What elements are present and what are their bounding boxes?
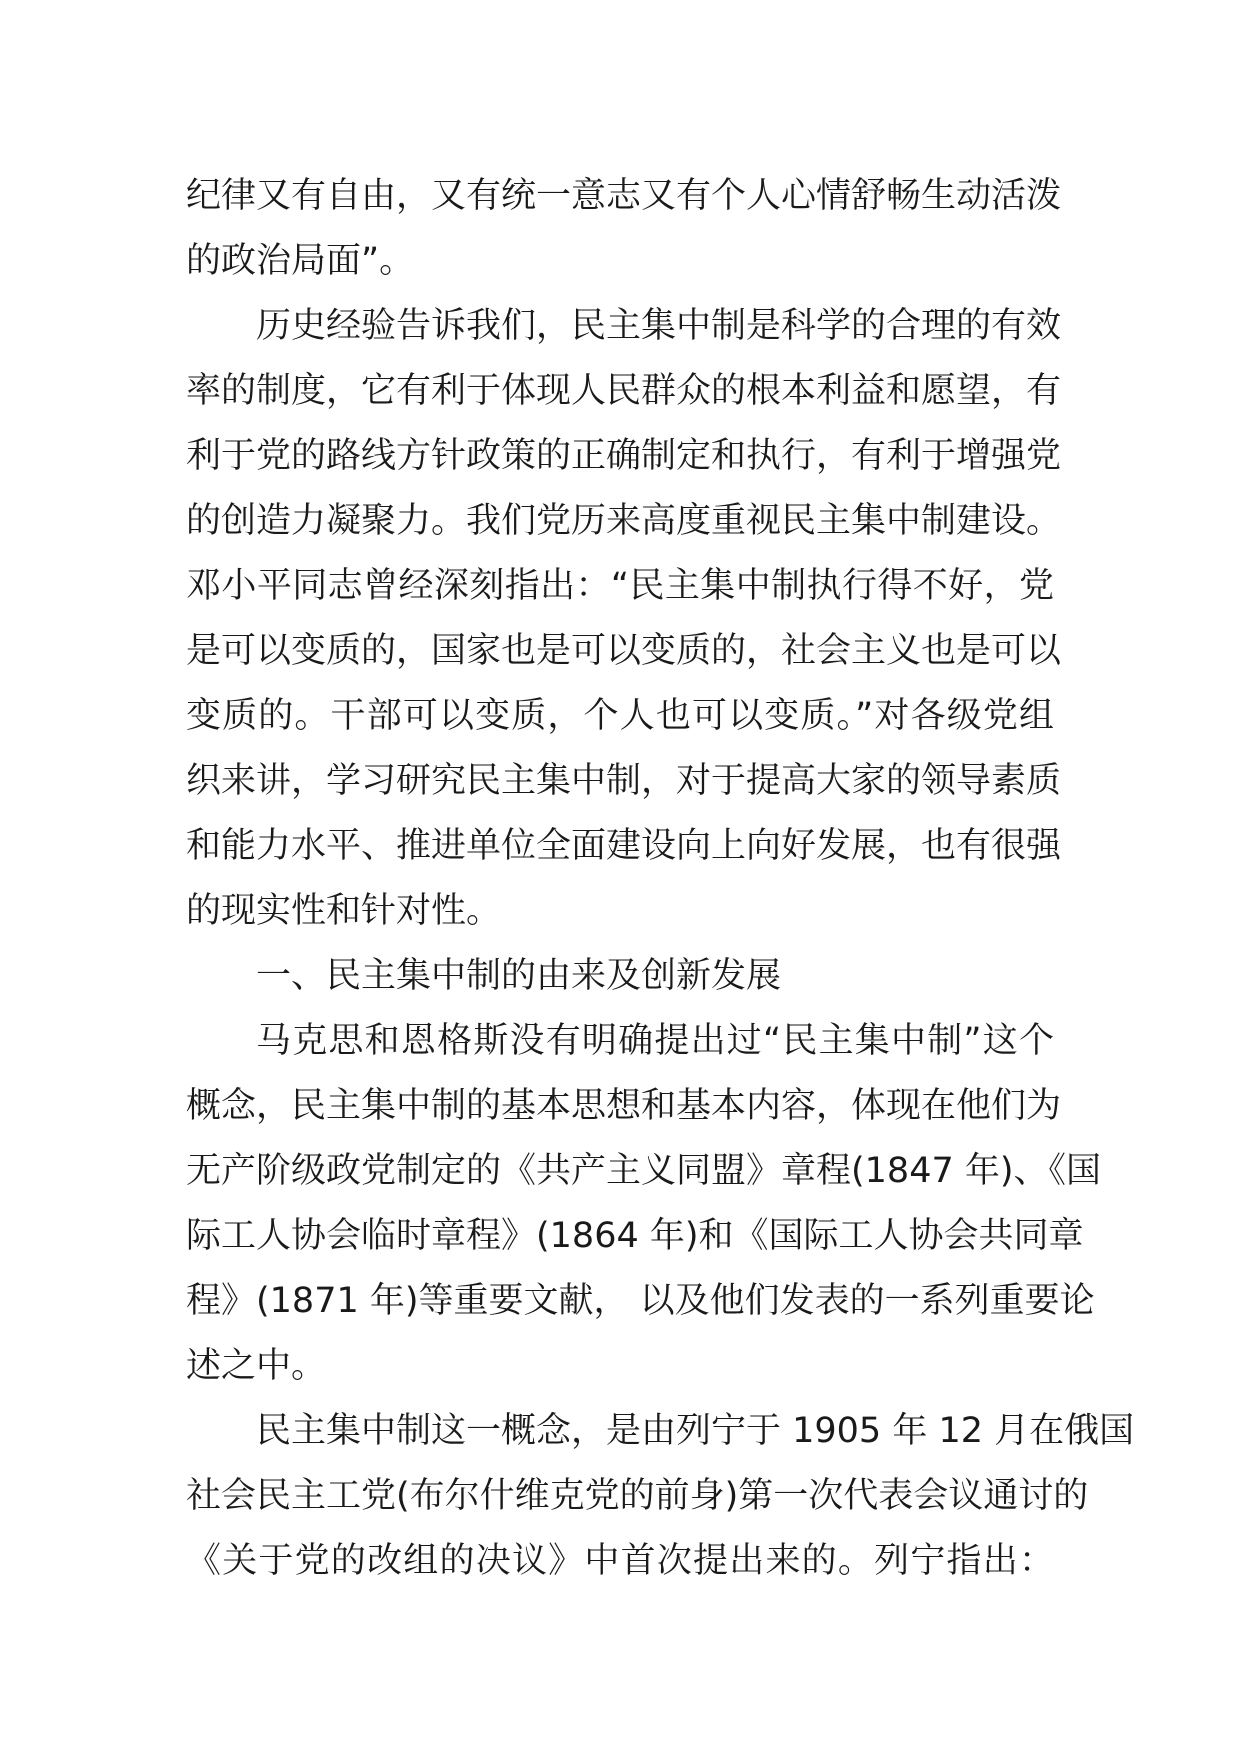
- text-line: 无产阶级政党制定的《共产主义同盟》章程(1847 年)、《国: [186, 1151, 1102, 1191]
- text-line: 的政治局面”。: [186, 241, 415, 281]
- text-line: 和能力水平、推进单位全面建设向上向好发展，也有很强: [186, 826, 1062, 866]
- text-line: 纪律又有自由，又有统一意志又有个人心情舒畅生动活泼: [186, 176, 1062, 216]
- text-line: 述之中。: [186, 1346, 327, 1386]
- paragraph-start-line: 历史经验告诉我们，民主集中制是科学的合理的有效: [256, 306, 1062, 346]
- paragraph-start-line: 马克思和恩格斯没有明确提出过“民主集中制”这个: [256, 1021, 1054, 1061]
- text-line: 变质的。干部可以变质，个人也可以变质。”对各级党组: [186, 696, 1054, 736]
- text-line: 际工人协会临时章程》(1864 年)和《国际工人协会共同章: [186, 1216, 1084, 1256]
- text-line: 邓小平同志曾经深刻指出：“民主集中制执行得不好，党: [186, 566, 1054, 606]
- text-line: 《关于党的改组的决议》中首次提出来的。列宁指出：: [186, 1541, 1054, 1581]
- text-line: 的创造力凝聚力。我们党历来高度重视民主集中制建设。: [186, 501, 1062, 541]
- text-line: 利于党的路线方针政策的正确制定和执行，有利于增强党: [186, 436, 1062, 476]
- text-line: 是可以变质的，国家也是可以变质的，社会主义也是可以: [186, 631, 1062, 671]
- text-line: 概念，民主集中制的基本思想和基本内容，体现在他们为: [186, 1086, 1062, 1126]
- text-line: 织来讲，学习研究民主集中制，对于提高大家的领导素质: [186, 761, 1062, 801]
- section-heading: 一、民主集中制的由来及创新发展: [256, 956, 782, 996]
- text-line: 社会民主工党(布尔什维克党的前身)第一次代表会议通讨的: [186, 1476, 1089, 1516]
- paragraph-start-line: 民主集中制这一概念，是由列宁于 1905 年 12 月在俄国: [256, 1411, 1135, 1451]
- text-line: 程》(1871 年)等重要文献， 以及他们发表的一系列重要论: [186, 1281, 1095, 1321]
- text-line: 率的制度，它有利于体现人民群众的根本利益和愿望，有: [186, 371, 1062, 411]
- text-line: 的现实性和针对性。: [186, 891, 502, 931]
- document-body: [186, 164, 1135, 1594]
